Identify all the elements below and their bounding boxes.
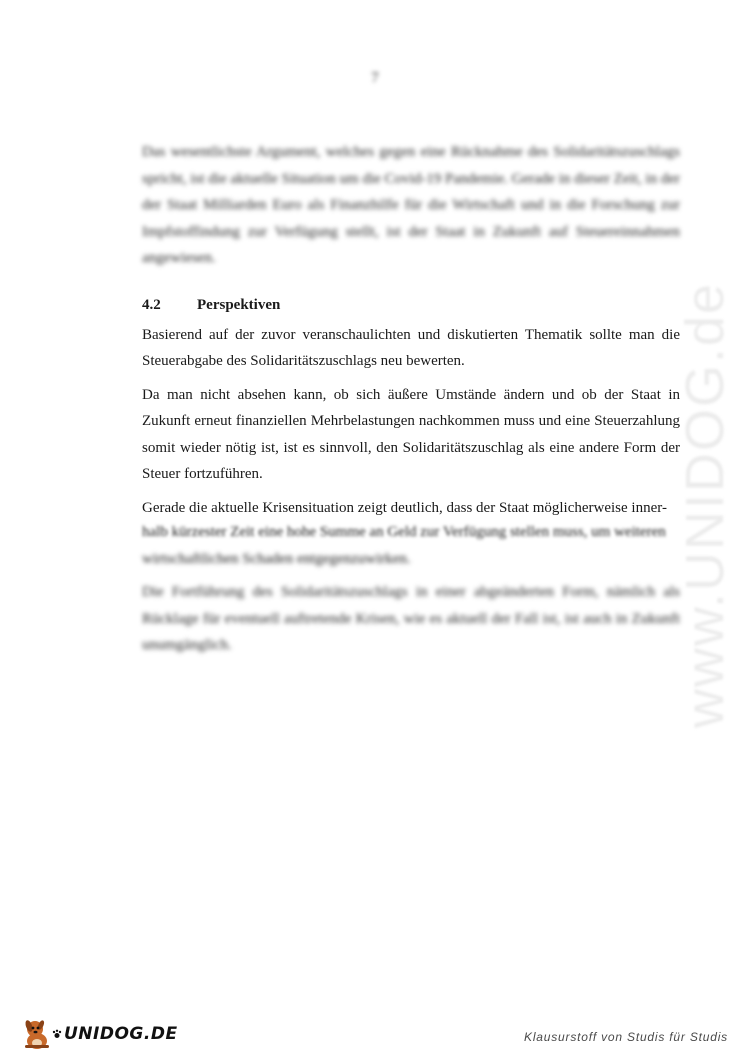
- intro-paragraph-blurred: Das wesentlichste Argument, welches gegen eine Rücknahme des Solidaritätszuschlags spricht, ist die aktuelle Situation um die Covid-19 Pandemie. Gerade in dieser Zeit, in der der Staat Milliarden Euro als Finanzhilfe für die Wirtschaft und in die Forschung zur Impfstoffindung zur Verfügung stellt, ist der Staat in Zukunft auf Steuereinnahmen angewiesen.: [142, 144, 680, 266]
- footer-slogan: Klausurstoff von Studis für Studis: [524, 1030, 728, 1044]
- watermark-text: www.UNIDOG.de: [675, 281, 735, 729]
- section-number: 4.2: [142, 296, 161, 313]
- section-title: Perspektiven: [197, 296, 281, 313]
- final-paragraph-blurred: Die Fortführung des Solidaritätszuschlags in einer abgeänderten Form, nämlich als Rücklage für eventuell auftretende Krisen, wie es aktuell der Fall ist, ist auch in Zukunft unumgänglich.: [142, 584, 680, 653]
- page-number: 7: [371, 70, 379, 86]
- paw-icon: [52, 1029, 62, 1039]
- unidog-logo[interactable]: [22, 1015, 178, 1053]
- logo-text: UNIDOG.DE: [64, 1024, 178, 1044]
- dog-icon: [22, 1017, 52, 1051]
- paragraph-1: Basierend auf der zuvor veranschaulichten und diskutierten Thematik sollte man die Steuerabgabe des Solidaritätszuschlags neu bewerten.: [142, 326, 680, 369]
- document-body: [142, 139, 680, 659]
- paragraph-3-blurred-line: wirtschaftlichen Schaden entgegenzuwirken.: [142, 550, 411, 567]
- paragraph-3-visible-line: Gerade die aktuelle Krisensituation zeigt deutlich, dass der Staat möglicherweise inner-: [142, 499, 667, 516]
- paragraph-3-half-blurred-line: halb kürzester Zeit eine hohe Summe an Geld zur Verfügung stellen muss, um weiteren: [142, 524, 666, 540]
- partially-blurred-paragraph: [142, 495, 680, 573]
- section-heading: [142, 294, 680, 316]
- unidog-watermark: [665, 270, 745, 740]
- paragraph-2: Da man nicht absehen kann, ob sich äußere Umstände ändern und ob der Staat in Zukunft erneut finanziellen Mehrbelastungen nachkommen muss und eine Steuerzahlung somit wieder nötig ist, ist es sinnvoll, den Solidaritätszuschlag als eine andere Form der Steuer fortzuführen.: [142, 386, 680, 482]
